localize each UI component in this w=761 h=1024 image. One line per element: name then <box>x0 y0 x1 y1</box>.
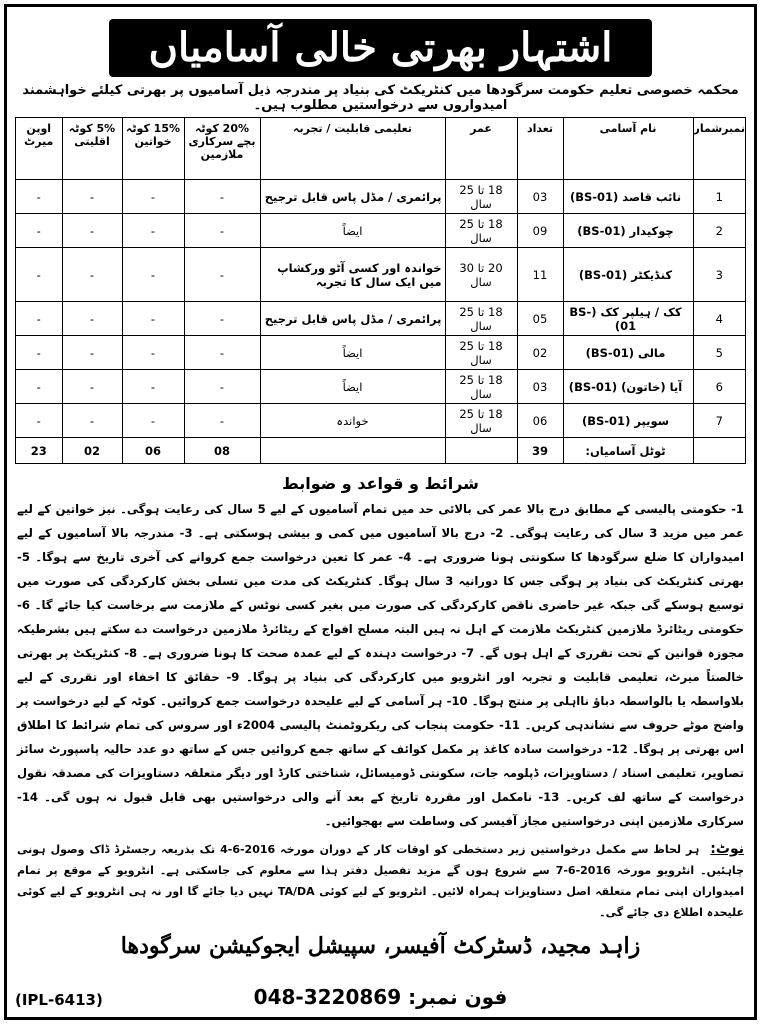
header-post: نام آسامی <box>563 118 693 180</box>
total-empty-cell <box>260 438 445 464</box>
total-open-merit: 23 <box>16 438 63 464</box>
cell-open-merit: - <box>16 302 63 336</box>
cell-quota-5: - <box>62 302 122 336</box>
cell-open-merit: - <box>16 180 63 214</box>
cell-qualification: خواندہ اور کسی آٹو ورکشاپ میں ایک سال کا تجربہ <box>260 248 445 302</box>
cell-qualification: ایضاً <box>260 370 445 404</box>
header-quota-15: 15% کوٹہ خواتین <box>122 118 184 180</box>
cell-count: 02 <box>517 336 563 370</box>
cell-quota-5: - <box>62 180 122 214</box>
note-text: ہر لحاظ سے مکمل درخواستیں زیر دستخطی کو اوقات کار کے دوران مورخہ 2016-6-4 تک بذریعہ رجسٹرڈ ڈاک وصول ہونی چاہئیں۔ انٹرویو مورخہ 2016-6-7 سے شروع ہوں گے مزید تفصیل دفتر ہذا سے معلوم کی جاسکتی ہے۔ انٹرویو کے موقع پر تمام امیدواران اپنی تمام متعلقہ اصل دستاویزات ہمراہ لائیں۔ انٹرویو کے لیے کوئی TA/DA نہیں دیا جائے گا اور نہ ہی انٹرویو کے لیے کوئی علیحدہ اطلاع دی جائے گی۔ <box>17 843 744 919</box>
total-quota-20: 08 <box>184 438 260 464</box>
signature: زاہد مجید، ڈسٹرکٹ آفیسر، سپیشل ایجوکیشن سرگودھا <box>120 933 641 959</box>
table-row <box>16 214 746 248</box>
cell-quota-15: - <box>122 336 184 370</box>
cell-open-merit: - <box>16 214 63 248</box>
cell-quota-15: - <box>122 404 184 438</box>
table-row <box>16 370 746 404</box>
cell-count: 09 <box>517 214 563 248</box>
cell-quota-5: - <box>62 370 122 404</box>
terms-title: شرائط و قواعد و ضوابط <box>282 474 479 493</box>
header-quota-20: 20% کوٹہ بچے سرکاری ملازمین <box>184 118 260 180</box>
cell-serial: 3 <box>693 248 746 302</box>
cell-quota-20: - <box>184 404 260 438</box>
cell-open-merit: - <box>16 336 63 370</box>
note-label: نوٹ: <box>710 841 744 857</box>
phone-number: 048-3220869 <box>253 985 402 1009</box>
cell-quota-15: - <box>122 180 184 214</box>
cell-quota-15: - <box>122 370 184 404</box>
header-serial: نمبرشمار <box>693 118 746 180</box>
cell-quota-20: - <box>184 336 260 370</box>
cell-open-merit: - <box>16 370 63 404</box>
advertisement-page <box>4 4 757 1020</box>
total-quota-5: 02 <box>62 438 122 464</box>
cell-age: 18 تا 25 سال <box>445 404 517 438</box>
cell-qualification: پرائمری / مڈل پاس قابل ترجیح <box>260 302 445 336</box>
table-row <box>16 404 746 438</box>
cell-count: 06 <box>517 404 563 438</box>
cell-quota-15: - <box>122 302 184 336</box>
terms-text: 1- حکومتی پالیسی کے مطابق درج بالا عمر کی بالائی حد میں تمام آسامیوں کے لیے 5 سال کی رعایت ہوگی۔ نیز خواتین کے لیے عمر میں مزید 3 سال کی رعایت ہوگی۔ 2- درج بالا آسامیوں میں کمی و بیشی ہوسکتی ہے۔ 3- مندرجہ بالا آسامیوں کے لیے امیدواران کا ضلع سرگودھا کا سکونتی ہونا ضروری ہے۔ 4- عمر کا تعین درخواست جمع کروانے کی آخری تاریخ سے ہوگا۔ 5- بھرتی کنٹریکٹ کی بنیاد پر ہوگی جس کا دورانیہ 3 سال ہوگا۔ کنٹریکٹ کی مدت میں تسلی بخش کارکردگی کی صورت میں توسیع ہوسکے گی جبکہ غیر حاضری ناقص کارکردگی کی صورت میں بغیر کسی نوٹس کے ملازمت سے برخاست کیا جائے گا۔ 6- حکومتی ریٹائرڈ ملازمین کنٹریکٹ ملازمت کے اہل نہ ہیں البتہ مسلح افواج کے ریٹائرڈ ملازمین درخواست دے سکتے ہیں بشرطیکہ مجوزہ قوانین کے تحت تقرری کے اہل ہوں گے۔ 7- درخواست دہندہ کے لیے عمدہ صحت کا ہونا ضروری ہے۔ 8- کنٹریکٹ پر بھرتی خالصتاً میرٹ، تعلیمی قابلیت و تجربہ اور انٹرویو میں کارکردگی کی بنیاد پر ہوگا۔ 9- حقائق کا اخفاء اور تقرری کے لیے بلاواسطہ یا بالواسطہ دباؤ نااہلی پر منتج ہوگا۔ 10- ہر آسامی کے لیے علیحدہ درخواست جمع کروائیں۔ کوٹہ کے لیے درخواست پر واضح موٹے حروف سے نشاندہی کریں۔ 11- حکومت پنجاب کی ریکروٹمنٹ پالیسی 2004ء اور سروس کی تمام شرائط کا اطلاق اس بھرتی پر ہوگا۔ 12- درخواست سادہ کاغذ پر مکمل کوائف کے ساتھ جمع کروائیں جس کے ساتھ دو عدد حالیہ پاسپورٹ سائز تصاویر، تعلیمی اسناد / دستاویزات، ڈپلومہ جات، سکونتی ڈومیسائل، شناختی کارڈ اور دیگر متعلقہ دستاویزات کی مصدقہ نقول درخواست کے ساتھ لف کریں۔ 13- نامکمل اور مقررہ تاریخ کے بعد آنے والی درخواستیں بھی قابل قبول نہ ہوں گی۔ 14- سرکاری ملازمین اپنی درخواستیں مجاز آفیسر کی وساطت سے بھجوائیں۔ <box>17 502 745 828</box>
note-block <box>15 839 746 923</box>
subtitle: محکمہ خصوصی تعلیم حکومت سرگودھا میں کنٹریکٹ کی بنیاد پر مندرجہ ذیل آسامیوں پر بھرتی کیلئے خواہشمند امیدواروں سے درخواستیں مطلوب ہیں۔ <box>22 83 739 113</box>
cell-post: سویپر (BS-01) <box>563 404 693 438</box>
jobs-table <box>15 117 746 464</box>
cell-count: 03 <box>517 370 563 404</box>
cell-serial: 6 <box>693 370 746 404</box>
cell-age: 18 تا 25 سال <box>445 180 517 214</box>
header-qualification: تعلیمی قابلیت / تجربہ <box>260 118 445 180</box>
cell-age: 18 تا 25 سال <box>445 336 517 370</box>
cell-open-merit: - <box>16 404 63 438</box>
cell-post: چوکیدار (BS-01) <box>563 214 693 248</box>
cell-age: 20 تا 30 سال <box>445 248 517 302</box>
cell-quota-20: - <box>184 180 260 214</box>
table-row <box>16 336 746 370</box>
total-row <box>16 438 746 464</box>
ipl-code: (IPL-6413) <box>15 991 103 1009</box>
total-quota-15: 06 <box>122 438 184 464</box>
cell-serial: 5 <box>693 336 746 370</box>
cell-qualification: ایضاً <box>260 336 445 370</box>
cell-serial: 7 <box>693 404 746 438</box>
banner-wrap <box>15 19 746 77</box>
cell-quota-15: - <box>122 248 184 302</box>
footer-row <box>15 975 746 1009</box>
cell-quota-20: - <box>184 370 260 404</box>
cell-quota-5: - <box>62 336 122 370</box>
cell-serial: 4 <box>693 302 746 336</box>
cell-open-merit: - <box>16 248 63 302</box>
cell-quota-5: - <box>62 248 122 302</box>
cell-quota-20: - <box>184 248 260 302</box>
cell-quota-15: - <box>122 214 184 248</box>
cell-age: 18 تا 25 سال <box>445 214 517 248</box>
cell-quota-5: - <box>62 404 122 438</box>
total-count: 39 <box>517 438 563 464</box>
cell-post: کک / ہیلپر کک (BS-01) <box>563 302 693 336</box>
header-count: تعداد <box>517 118 563 180</box>
total-empty-cell <box>693 438 746 464</box>
cell-qualification: پرائمری / مڈل پاس قابل ترجیح <box>260 180 445 214</box>
table-row <box>16 180 746 214</box>
phone-label: فون نمبر: <box>408 985 508 1009</box>
cell-serial: 1 <box>693 180 746 214</box>
phone-block <box>15 985 746 1009</box>
cell-qualification: خواندہ <box>260 404 445 438</box>
cell-age: 18 تا 25 سال <box>445 302 517 336</box>
header-quota-5: 5% کوٹہ اقلیتی <box>62 118 122 180</box>
cell-post: کنڈیکٹر (BS-01) <box>563 248 693 302</box>
cell-count: 03 <box>517 180 563 214</box>
total-empty-cell <box>445 438 517 464</box>
cell-serial: 2 <box>693 214 746 248</box>
cell-post: آیا (خاتون) (BS-01) <box>563 370 693 404</box>
header-age: عمر <box>445 118 517 180</box>
cell-qualification: ایضاً <box>260 214 445 248</box>
cell-quota-5: - <box>62 214 122 248</box>
table-row <box>16 248 746 302</box>
cell-count: 11 <box>517 248 563 302</box>
cell-post: نائب قاصد (BS-01) <box>563 180 693 214</box>
table-row <box>16 302 746 336</box>
cell-quota-20: - <box>184 214 260 248</box>
cell-quota-20: - <box>184 302 260 336</box>
cell-count: 05 <box>517 302 563 336</box>
cell-age: 18 تا 25 سال <box>445 370 517 404</box>
total-label: ٹوٹل آسامیاں: <box>563 438 693 464</box>
table-header-row <box>16 118 746 180</box>
page-title: اشتہار بھرتی خالی آسامیاں <box>109 19 653 77</box>
header-open-merit: اوپن میرٹ <box>16 118 63 180</box>
cell-post: مالی (BS-01) <box>563 336 693 370</box>
